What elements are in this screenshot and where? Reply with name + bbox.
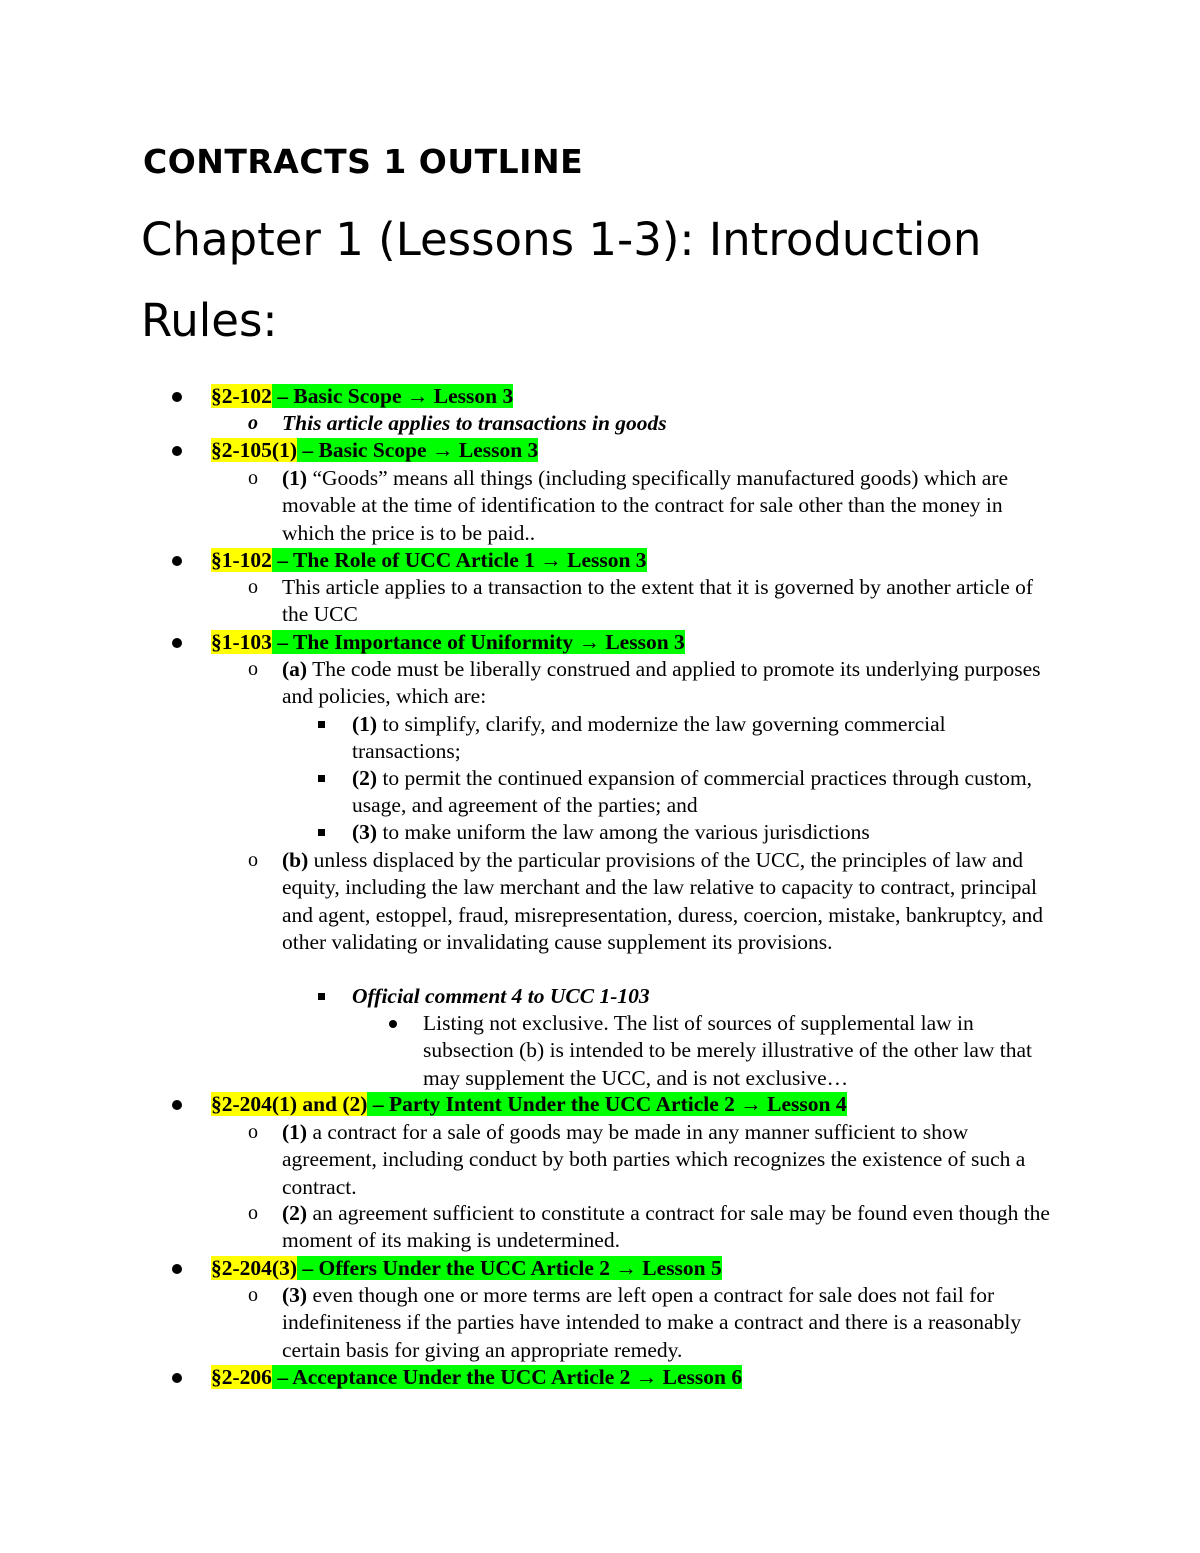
square-bullet-icon [318, 775, 325, 782]
rule-topic: – The Importance of Uniformity → Lesson 3 [271, 630, 685, 654]
rule-topic: – Party Intent Under the UCC Article 2 → Lesson 4 [367, 1092, 847, 1116]
section-number: §2-204(1) and (2) [211, 1092, 368, 1116]
square-bullet-icon [318, 829, 325, 836]
bullet-icon [172, 1264, 182, 1274]
hollow-bullet-icon: o [248, 1121, 258, 1143]
subsubitem-label: (2) [352, 766, 378, 790]
subitem-label: (2) [282, 1201, 308, 1225]
bullet-icon [172, 556, 182, 566]
bullet-icon [172, 446, 182, 456]
subitem-text [282, 1119, 1057, 1201]
section-number: §2-204(3) [211, 1256, 297, 1280]
subitem-body: an agreement sufficient to constitute a contract for sale may be found even though the moment of its making is undetermined. [282, 1201, 1050, 1253]
hollow-bullet-icon: o [248, 658, 258, 680]
subsubitem-label: (1) [352, 712, 378, 736]
rule-topic: – Basic Scope → Lesson 3 [271, 384, 514, 408]
hollow-bullet-icon: o [248, 849, 258, 871]
rule-heading [211, 1364, 1111, 1391]
rule-topic: – Basic Scope → Lesson 3 [296, 438, 539, 462]
subsubitem-text [352, 765, 1057, 820]
subitem-text [282, 1200, 1057, 1255]
subitem-label: (a) [282, 657, 308, 681]
rule-heading [211, 1255, 1111, 1282]
subitem-label: (b) [282, 848, 309, 872]
section-number: §2-105(1) [211, 438, 297, 462]
rule-heading [211, 437, 1111, 464]
hollow-bullet-icon: o [248, 412, 258, 434]
subsubitem-body: to simplify, clarify, and modernize the law governing commercial transactions; [352, 712, 946, 764]
subitem-body: unless displaced by the particular provisions of the UCC, the principles of law and equity, including the law merchant and the law relative to capacity to contract, principal and agent, estoppel, fraud, misrepresentation, duress, coercion, mistake, bankruptcy, and other validating or invalidating cause supplement its provisions. [282, 848, 1044, 954]
subsubitem-body: to make uniform the law among the various jurisdictions [377, 820, 870, 844]
subitem-label: (1) [282, 1120, 308, 1144]
section-number: §2-206 [211, 1365, 272, 1389]
subitem-text: This article applies to a transaction to the extent that it is governed by another article of the UCC [282, 575, 1034, 627]
hollow-bullet-icon: o [248, 467, 258, 489]
subitem-body: “Goods” means all things (including specifically manufactured goods) which are movable at the time of identification to the contract for sale other than the money in which the price is to be paid.. [282, 466, 1009, 545]
square-bullet-icon [318, 721, 325, 728]
subitem-label: (3) [282, 1283, 308, 1307]
rule-topic: – The Role of UCC Article 1 → Lesson 3 [271, 548, 647, 572]
comment-text: Listing not exclusive. The list of sources of supplemental law in subsection (b) is intended to be merely illustrative of the other law that may supplement the UCC, and is not exclusive… [423, 1011, 1033, 1090]
rule-heading [211, 383, 1111, 410]
subitem-text [282, 465, 1057, 547]
rule-topic: – Acceptance Under the UCC Article 2 → Lesson 6 [271, 1365, 743, 1389]
subitem-label: (1) [282, 466, 308, 490]
subsubitem-label: (3) [352, 820, 378, 844]
chapter-heading: Chapter 1 (Lessons 1-3): Introduction [141, 213, 982, 266]
subitem-body: even though one or more terms are left open a contract for sale does not fail for indefiniteness if the parties have intended to make a contract and there is a reasonably certain basis for giving an appropriate remedy. [282, 1283, 1022, 1362]
subitem-text: This article applies to transactions in goods [282, 411, 667, 435]
subsubitem-text [352, 819, 1057, 846]
hollow-bullet-icon: o [248, 1202, 258, 1224]
document-title: CONTRACTS 1 OUTLINE [143, 142, 584, 181]
subitem-text [282, 847, 1057, 956]
rules-heading: Rules: [141, 294, 278, 347]
subitem-text [282, 656, 1057, 711]
bullet-icon [172, 1373, 182, 1383]
subsubitem-text [352, 711, 1057, 766]
rule-topic: – Offers Under the UCC Article 2 → Lesson 5 [296, 1256, 722, 1280]
section-number: §1-103 [211, 630, 272, 654]
rule-heading [211, 629, 1111, 656]
square-bullet-icon [318, 993, 325, 1000]
bullet-icon [389, 1020, 397, 1028]
official-comment-heading: Official comment 4 to UCC 1-103 [352, 984, 650, 1008]
hollow-bullet-icon: o [248, 576, 258, 598]
section-number: §2-102 [211, 384, 272, 408]
bullet-icon [172, 1100, 182, 1110]
bullet-icon [172, 638, 182, 648]
subitem-text [282, 1282, 1057, 1364]
rule-heading [211, 547, 1111, 574]
rule-heading [211, 1091, 1111, 1118]
subitem-body: The code must be liberally construed and applied to promote its underlying purposes and policies, which are: [282, 657, 1041, 709]
subsubitem-body: to permit the continued expansion of commercial practices through custom, usage, and agreement of the parties; and [352, 766, 1033, 818]
bullet-icon [172, 392, 182, 402]
hollow-bullet-icon: o [248, 1284, 258, 1306]
section-number: §1-102 [211, 548, 272, 572]
subitem-body: a contract for a sale of goods may be made in any manner sufficient to show agreement, including conduct by both parties which recognizes the existence of such a contract. [282, 1120, 1026, 1199]
